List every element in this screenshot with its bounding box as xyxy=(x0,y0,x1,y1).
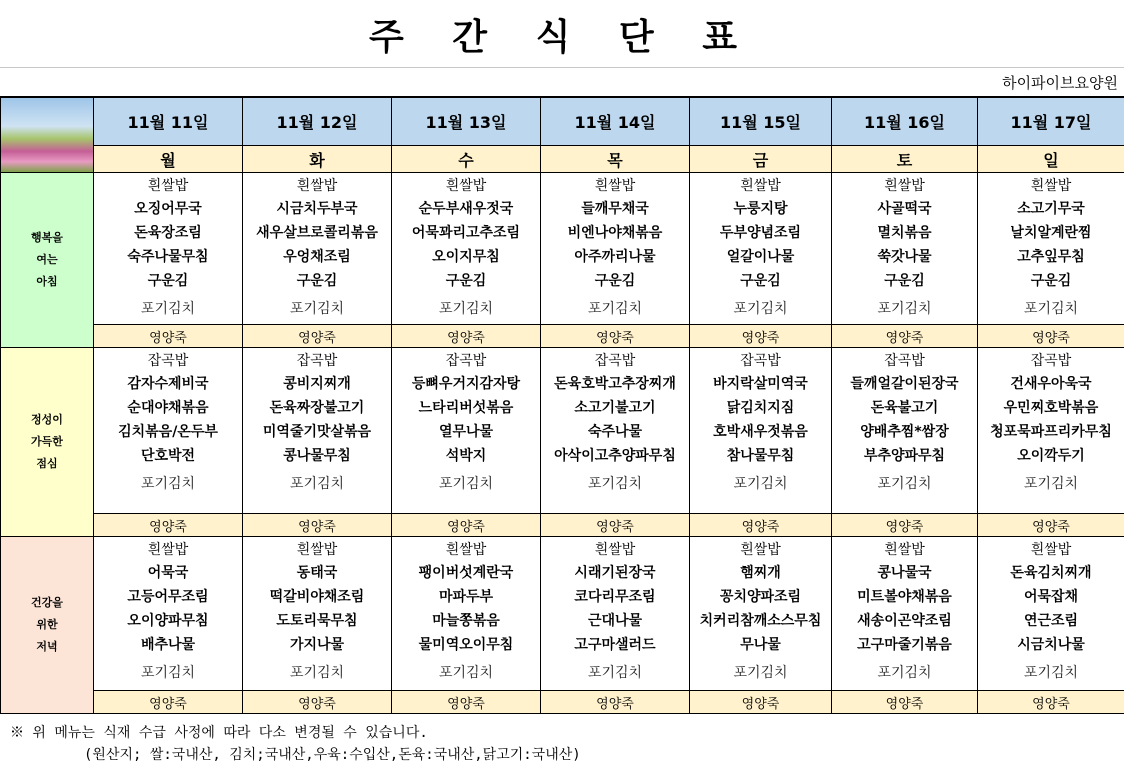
dish-item: 순대야채볶음 xyxy=(127,400,209,416)
dish-item: 물미역오이무침 xyxy=(418,637,514,653)
dish-item: 구운김 xyxy=(1030,273,1072,289)
kimchi-item: 포기김치 xyxy=(289,476,345,492)
dish-item: 열무나물 xyxy=(438,424,494,440)
dish-item: 김치볶음/온두부 xyxy=(118,424,218,440)
dish-item: 미역줄기맛살볶음 xyxy=(262,424,372,440)
dish-item: 시래기된장국 xyxy=(574,565,656,581)
date-header: 11월 16일 xyxy=(832,97,978,146)
porridge-item: 영양죽 xyxy=(690,691,832,714)
rice-item: 흰쌀밥 xyxy=(147,178,189,194)
rice-item: 잡곡밥 xyxy=(445,353,487,369)
dish-item: 쑥갓나물 xyxy=(877,249,932,265)
kimchi-item: 포기김치 xyxy=(587,301,643,317)
dish-item: 구운김 xyxy=(740,273,781,289)
dish-item: 순두부새우젓국 xyxy=(418,201,514,217)
dish-item: 가지나물 xyxy=(289,637,345,653)
kimchi-item: 포기김치 xyxy=(587,665,643,681)
menu-cell xyxy=(541,348,690,514)
dish-item: 마늘쫑볶음 xyxy=(432,613,500,629)
meal-label-line: 위한 xyxy=(36,618,58,631)
rice-item: 잡곡밥 xyxy=(740,353,781,369)
dish-item: 새송이곤약조림 xyxy=(857,613,952,629)
dish-item: 바지락살미역국 xyxy=(713,376,808,392)
porridge-item: 영양죽 xyxy=(978,691,1124,714)
menu-cell xyxy=(690,348,832,514)
date-row xyxy=(1,97,1124,146)
kimchi-item: 포기김치 xyxy=(140,301,196,317)
date-header: 11월 14일 xyxy=(541,97,690,146)
porridge-item: 영양죽 xyxy=(690,325,832,348)
weekday-row xyxy=(1,146,1124,173)
rice-item: 잡곡밥 xyxy=(147,353,189,369)
lunch-row xyxy=(1,348,1124,514)
breakfast-row xyxy=(1,173,1124,325)
rice-item: 흰쌀밥 xyxy=(147,542,189,558)
dish-item: 치커리참깨소스무침 xyxy=(699,613,822,629)
porridge-item: 영양죽 xyxy=(94,691,243,714)
dish-item: 돈육짜장불고기 xyxy=(269,400,365,416)
rice-item: 흰쌀밥 xyxy=(445,542,487,558)
kimchi-item: 포기김치 xyxy=(733,476,788,492)
rice-item: 흰쌀밥 xyxy=(740,542,781,558)
porridge-item: 영양죽 xyxy=(832,514,978,537)
porridge-item: 영양죽 xyxy=(243,325,392,348)
menu-cell xyxy=(392,173,541,325)
breakfast-label xyxy=(1,173,94,348)
kimchi-item: 포기김치 xyxy=(438,476,494,492)
dish-item: 오이지무침 xyxy=(432,249,500,265)
menu-cell xyxy=(94,348,243,514)
dish-item: 숙주나물무침 xyxy=(127,249,209,265)
kimchi-item: 포기김치 xyxy=(877,665,932,681)
weekday-header: 금 xyxy=(690,146,832,173)
dish-item: 들깨얼갈이된장국 xyxy=(850,376,959,392)
menu-cell xyxy=(832,348,978,514)
rice-item: 흰쌀밥 xyxy=(884,178,925,194)
menu-change-notice: ※ 위 메뉴는 식재 수급 사정에 따라 다소 변경될 수 있습니다. xyxy=(10,725,428,741)
dish-item: 오이양파무침 xyxy=(127,613,209,629)
kimchi-item: 포기김치 xyxy=(140,665,196,681)
weekday-header: 일 xyxy=(978,146,1124,173)
porridge-item: 영양죽 xyxy=(978,325,1124,348)
dish-item: 돈육장조림 xyxy=(134,225,202,241)
dish-item: 우민찌호박볶음 xyxy=(1003,400,1099,416)
kimchi-item: 포기김치 xyxy=(438,665,494,681)
porridge-item: 영양죽 xyxy=(243,514,392,537)
menu-cell xyxy=(392,348,541,514)
dish-item: 어묵잡채 xyxy=(1023,589,1079,605)
menu-cell xyxy=(541,173,690,325)
kimchi-item: 포기김치 xyxy=(289,665,345,681)
date-header: 11월 11일 xyxy=(94,97,243,146)
dish-item: 팽이버섯계란국 xyxy=(418,565,514,581)
dish-item: 구운김 xyxy=(296,273,338,289)
porridge-item: 영양죽 xyxy=(541,325,690,348)
weekly-menu-table xyxy=(0,96,1124,714)
dish-item: 숙주나물 xyxy=(587,424,643,440)
dish-item: 사골떡국 xyxy=(877,201,932,217)
rice-item: 흰쌀밥 xyxy=(740,178,781,194)
rice-item: 잡곡밥 xyxy=(594,353,636,369)
dish-item: 멸치볶음 xyxy=(877,225,932,241)
menu-cell xyxy=(94,173,243,325)
menu-cell xyxy=(243,173,392,325)
kimchi-item: 포기김치 xyxy=(733,301,788,317)
dinner-porridge-row xyxy=(1,691,1124,714)
date-header: 11월 12일 xyxy=(243,97,392,146)
kimchi-item: 포기김치 xyxy=(1023,476,1079,492)
dish-item: 무나물 xyxy=(740,637,781,653)
porridge-item: 영양죽 xyxy=(978,514,1124,537)
dish-item: 고구마샐러드 xyxy=(574,637,656,653)
kimchi-item: 포기김치 xyxy=(733,665,788,681)
dish-item: 소고기불고기 xyxy=(574,400,656,416)
kimchi-item: 포기김치 xyxy=(587,476,643,492)
dish-item: 호박새우젓볶음 xyxy=(713,424,808,440)
rice-item: 흰쌀밥 xyxy=(594,542,636,558)
dish-item: 구운김 xyxy=(884,273,925,289)
dish-item: 돈육김치찌개 xyxy=(1010,565,1092,581)
kimchi-item: 포기김치 xyxy=(1023,665,1079,681)
dish-item: 마파두부 xyxy=(438,589,494,605)
dish-item: 느타리버섯볶음 xyxy=(418,400,514,416)
dish-item: 아주까리나물 xyxy=(574,249,656,265)
rice-item: 흰쌀밥 xyxy=(884,542,925,558)
dish-item: 고추잎무침 xyxy=(1017,249,1085,265)
dish-item: 코다리무조림 xyxy=(574,589,656,605)
dish-item: 부추양파무침 xyxy=(863,448,946,464)
dish-item: 비엔나야채볶음 xyxy=(567,225,663,241)
dish-item: 햄찌개 xyxy=(740,565,781,581)
weekday-header: 월 xyxy=(94,146,243,173)
dish-item: 미트볼야채볶음 xyxy=(857,589,952,605)
rice-item: 흰쌀밥 xyxy=(594,178,636,194)
date-header: 11월 13일 xyxy=(392,97,541,146)
menu-cell xyxy=(94,537,243,691)
dish-item: 청포묵파프리카무침 xyxy=(990,424,1112,440)
meal-label-line: 아침 xyxy=(36,275,58,288)
porridge-item: 영양죽 xyxy=(690,514,832,537)
dish-item: 콩나물무침 xyxy=(283,448,351,464)
dish-item: 콩비지찌개 xyxy=(283,376,351,392)
menu-cell xyxy=(978,537,1124,691)
rice-item: 잡곡밥 xyxy=(1030,353,1072,369)
dish-item: 단호박전 xyxy=(140,448,196,464)
breakfast-porridge-row xyxy=(1,325,1124,348)
dish-item: 등뼈우거지감자탕 xyxy=(411,376,521,392)
lunch-label xyxy=(1,348,94,537)
dish-item: 콩나물국 xyxy=(877,565,932,581)
meal-label-line: 점심 xyxy=(36,457,58,470)
rice-item: 흰쌀밥 xyxy=(1030,178,1072,194)
dish-item: 시금치나물 xyxy=(1017,637,1085,653)
dish-item: 시금치두부국 xyxy=(276,201,358,217)
dish-item: 닭김치지짐 xyxy=(726,400,795,416)
dish-item: 떡갈비야채조림 xyxy=(269,589,365,605)
rice-item: 잡곡밥 xyxy=(884,353,925,369)
dish-item: 꽁치양파조림 xyxy=(719,589,802,605)
dinner-label xyxy=(1,537,94,714)
porridge-item: 영양죽 xyxy=(392,691,541,714)
dinner-row xyxy=(1,537,1124,691)
menu-cell xyxy=(243,348,392,514)
rice-item: 흰쌀밥 xyxy=(445,178,487,194)
rice-item: 잡곡밥 xyxy=(296,353,338,369)
kimchi-item: 포기김치 xyxy=(438,301,494,317)
dish-item: 날치알계란찜 xyxy=(1010,225,1092,241)
porridge-item: 영양죽 xyxy=(94,325,243,348)
dish-item: 고등어무조림 xyxy=(127,589,209,605)
kimchi-item: 포기김치 xyxy=(877,301,932,317)
meal-label-line: 가득한 xyxy=(31,435,63,448)
lunch-porridge-row xyxy=(1,514,1124,537)
dish-item: 오이깍두기 xyxy=(1017,448,1085,464)
kimchi-item: 포기김치 xyxy=(289,301,345,317)
dish-item: 누룽지탕 xyxy=(733,201,788,217)
dish-item: 돈육호박고추장찌개 xyxy=(554,376,676,392)
meal-label-line: 여는 xyxy=(36,253,58,266)
dish-item: 새우살브로콜리볶음 xyxy=(256,225,378,241)
menu-cell xyxy=(978,173,1124,325)
porridge-item: 영양죽 xyxy=(541,691,690,714)
meal-label-line: 정성이 xyxy=(31,413,63,426)
weekday-header: 화 xyxy=(243,146,392,173)
dish-item: 배추나물 xyxy=(140,637,196,653)
porridge-item: 영양죽 xyxy=(94,514,243,537)
meal-label-line: 행복을 xyxy=(31,231,63,244)
kimchi-item: 포기김치 xyxy=(1023,301,1079,317)
date-header: 11월 17일 xyxy=(978,97,1124,146)
page-title: 주 간 식 단 표 xyxy=(368,16,755,58)
origin-notice: (원산지; 쌀:국내산, 김치;국내산,우육:수입산,돈육:국내산,닭고기:국내산) xyxy=(84,747,581,763)
menu-cell xyxy=(541,537,690,691)
flower-field-photo xyxy=(1,97,94,173)
organization-name: 하이파이브요양원 xyxy=(1002,74,1118,92)
dish-item: 동태국 xyxy=(296,565,338,581)
dish-item: 구운김 xyxy=(445,273,487,289)
dish-item: 얼갈이나물 xyxy=(726,249,795,265)
dish-item: 두부양념조림 xyxy=(719,225,802,241)
weekday-header: 토 xyxy=(832,146,978,173)
meal-label-line: 저녁 xyxy=(36,640,58,653)
dish-item: 아삭이고추양파무침 xyxy=(554,448,676,464)
dish-item: 근대나물 xyxy=(587,613,643,629)
porridge-item: 영양죽 xyxy=(832,325,978,348)
menu-cell xyxy=(978,348,1124,514)
rice-item: 흰쌀밥 xyxy=(296,178,338,194)
menu-cell xyxy=(243,537,392,691)
menu-cell xyxy=(392,537,541,691)
porridge-item: 영양죽 xyxy=(541,514,690,537)
kimchi-item: 포기김치 xyxy=(877,476,932,492)
dish-item: 석박지 xyxy=(445,448,487,464)
porridge-item: 영양죽 xyxy=(392,325,541,348)
menu-cell xyxy=(832,173,978,325)
porridge-item: 영양죽 xyxy=(392,514,541,537)
title-divider xyxy=(0,67,1124,68)
date-header: 11월 15일 xyxy=(690,97,832,146)
dish-item: 구운김 xyxy=(594,273,636,289)
dish-item: 들깨무채국 xyxy=(581,201,649,217)
dish-item: 고구마줄기볶음 xyxy=(857,637,952,653)
dish-item: 구운김 xyxy=(147,273,189,289)
dish-item: 양배추찜*쌈장 xyxy=(860,424,949,440)
rice-item: 흰쌀밥 xyxy=(296,542,338,558)
dish-item: 소고기무국 xyxy=(1017,201,1085,217)
dish-item: 우엉채조림 xyxy=(283,249,351,265)
weekday-header: 목 xyxy=(541,146,690,173)
dish-item: 어묵꽈리고추조림 xyxy=(411,225,521,241)
porridge-item: 영양죽 xyxy=(243,691,392,714)
dish-item: 참나물무침 xyxy=(726,448,795,464)
dish-item: 오징어무국 xyxy=(134,201,202,217)
menu-cell xyxy=(690,537,832,691)
weekday-header: 수 xyxy=(392,146,541,173)
dish-item: 감자수제비국 xyxy=(127,376,209,392)
dish-item: 어묵국 xyxy=(147,565,189,581)
kimchi-item: 포기김치 xyxy=(140,476,196,492)
dish-item: 연근조림 xyxy=(1023,613,1079,629)
dish-item: 돈육불고기 xyxy=(870,400,939,416)
menu-cell xyxy=(832,537,978,691)
dish-item: 건새우아욱국 xyxy=(1010,376,1092,392)
meal-label-line: 건강을 xyxy=(31,596,63,609)
dish-item: 도토리묵무침 xyxy=(276,613,358,629)
rice-item: 흰쌀밥 xyxy=(1030,542,1072,558)
porridge-item: 영양죽 xyxy=(832,691,978,714)
menu-cell xyxy=(690,173,832,325)
